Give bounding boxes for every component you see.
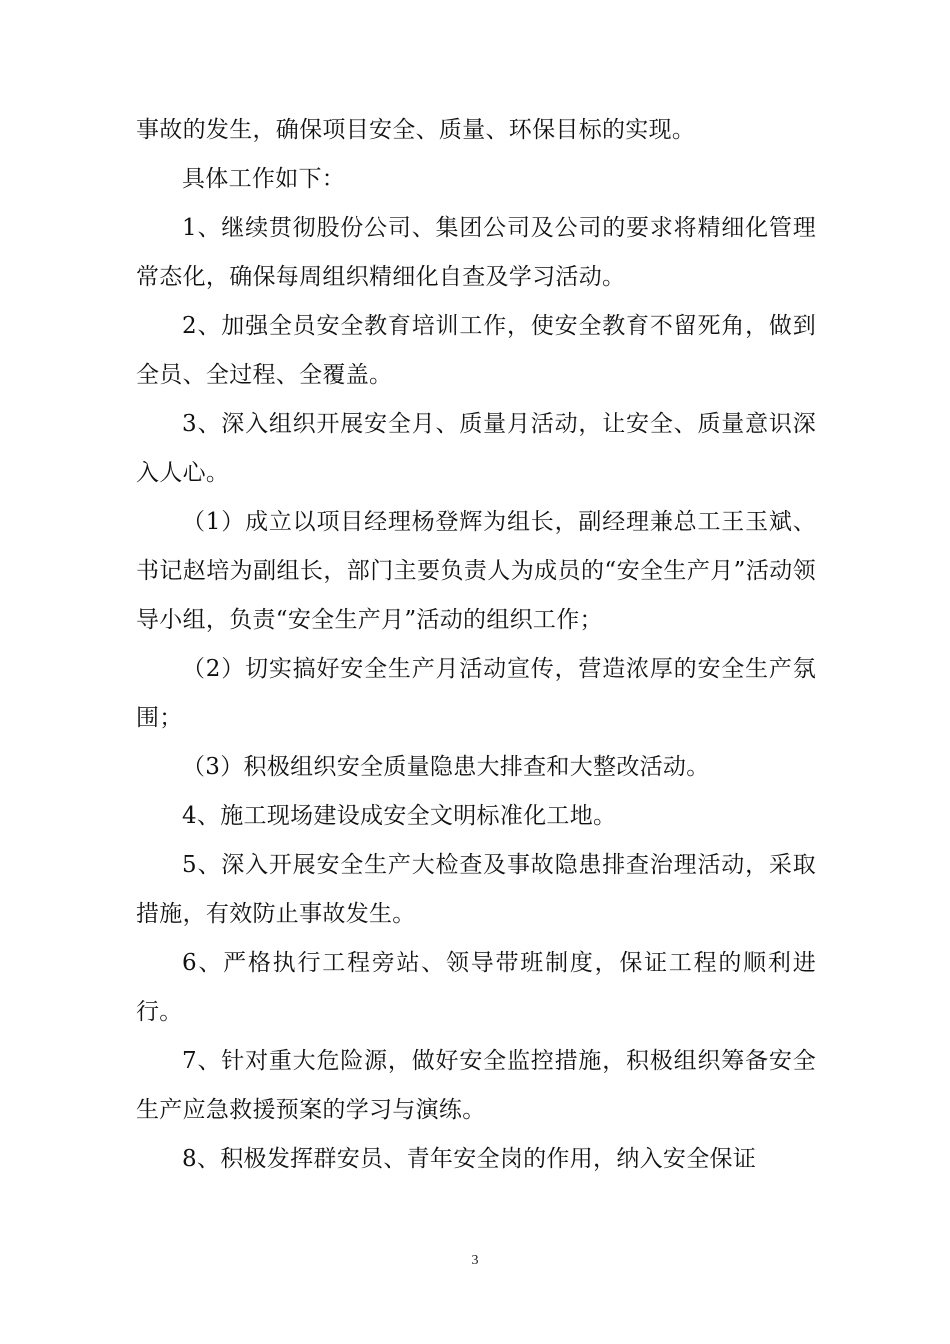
paragraph-subitem-2: （2）切实搞好安全生产月活动宣传，营造浓厚的安全生产氛围；: [136, 656, 816, 731]
paragraph-item-6: 6、严格执行工程旁站、领导带班制度，保证工程的顺利进行。: [136, 950, 816, 1025]
paragraph-item-4: 4、施工现场建设成安全文明标准化工地。: [182, 803, 617, 829]
document-body: [136, 106, 816, 1184]
paragraph-item-3: 3、深入组织开展安全月、质量月活动，让安全、质量意识深入人心。: [136, 411, 816, 486]
paragraph-item-1: 1、继续贯彻股份公司、集团公司及公司的要求将精细化管理常态化，确保每周组织精细化自查及学习活动。: [136, 215, 816, 290]
page-number: 3: [471, 1253, 479, 1268]
paragraph-subitem-1: （1）成立以项目经理杨登辉为组长，副经理兼总工王玉斌、书记赵培为副组长，部门主要负责人为成员的“安全生产月”活动领导小组，负责“安全生产月”活动的组织工作；: [136, 509, 816, 633]
paragraph-item-5: 5、深入开展安全生产大检查及事故隐患排查治理活动，采取措施，有效防止事故发生。: [136, 852, 816, 927]
paragraph-item-7: 7、针对重大危险源，做好安全监控措施，积极组织筹备安全生产应急救援预案的学习与演练。: [136, 1048, 816, 1123]
paragraph-intro: 具体工作如下：: [182, 166, 346, 192]
paragraph-subitem-3: （3）积极组织安全质量隐患大排查和大整改活动。: [182, 754, 710, 780]
paragraph-item-8: 8、积极发挥群安员、青年安全岗的作用，纳入安全保证: [182, 1146, 757, 1172]
paragraph-item-2: 2、加强全员安全教育培训工作，使安全教育不留死角，做到全员、全过程、全覆盖。: [136, 313, 816, 388]
paragraph-continuation: 事故的发生，确保项目安全、质量、环保目标的实现。: [136, 117, 696, 143]
